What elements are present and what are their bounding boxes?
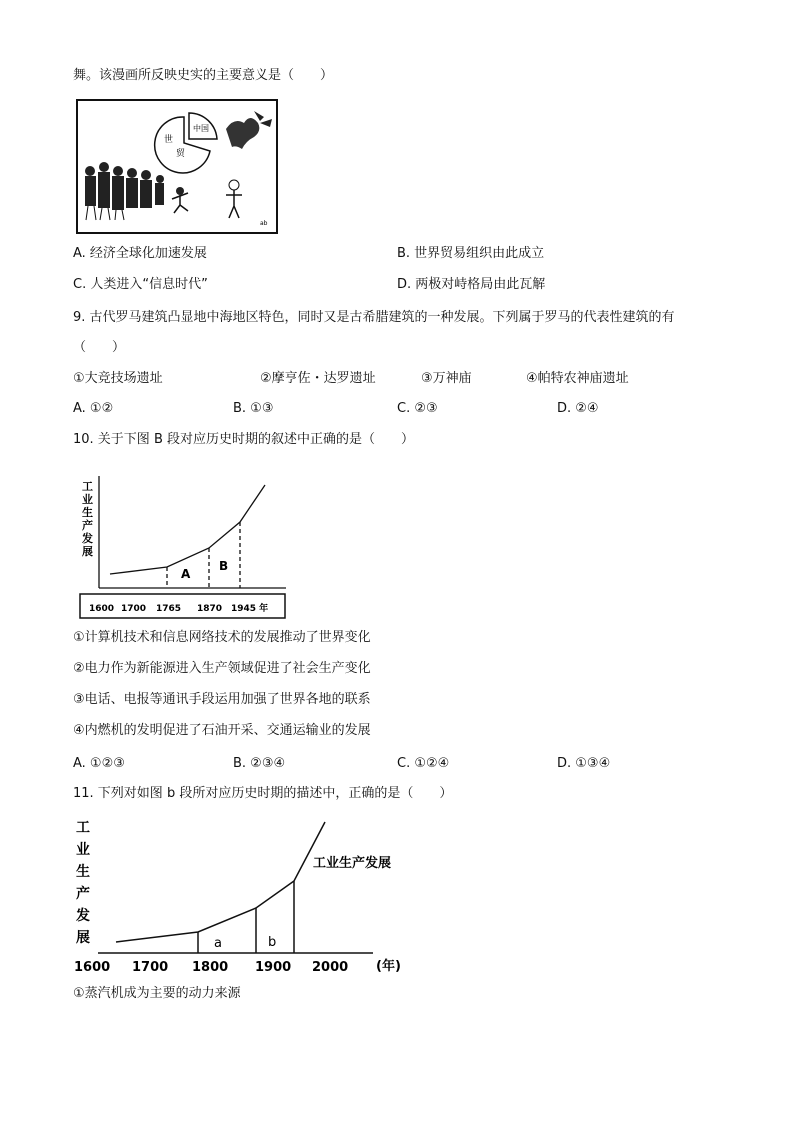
q8-option-d[interactable]: D. 两极对峙格局由此瓦解 bbox=[397, 277, 546, 292]
q10-ylabel-char: 产 bbox=[82, 519, 93, 532]
q11-segment-b: b bbox=[268, 935, 277, 950]
q10-option-c[interactable]: C. ①②④ bbox=[397, 756, 450, 771]
q11-segment-a: a bbox=[214, 936, 222, 951]
q11-item-1: ①蒸汽机成为主要的动力来源 bbox=[73, 986, 241, 1001]
q10-tick: 1945 年 bbox=[231, 604, 269, 614]
q11-tick: 1700 bbox=[132, 960, 169, 975]
q10-ylabel-char: 工 bbox=[82, 480, 93, 493]
q11-tick: 1600 bbox=[74, 960, 111, 975]
q10-segment-b: B bbox=[219, 559, 229, 573]
q11-x-unit: (年) bbox=[376, 959, 401, 974]
q10-ylabel-char: 展 bbox=[82, 545, 93, 558]
q9-option-b[interactable]: B. ①③ bbox=[233, 401, 274, 416]
q11-ylabel-char: 发 bbox=[76, 908, 90, 924]
q11-curve-label: 工业生产发展 bbox=[313, 856, 392, 871]
q11-chart bbox=[72, 815, 412, 981]
q8-cartoon bbox=[76, 99, 278, 238]
pie-label-1: 世 bbox=[164, 135, 174, 145]
q9-paren: （ ） bbox=[73, 340, 126, 355]
q10-chart bbox=[76, 476, 291, 626]
q10-item-2: ②电力作为新能源进入生产领域促进了社会生产变化 bbox=[73, 661, 371, 676]
q10-ylabel-char: 发 bbox=[82, 532, 93, 545]
q9-option-a[interactable]: A. ①② bbox=[73, 401, 114, 416]
q11-ylabel-char: 展 bbox=[76, 930, 90, 946]
q9-item-4: ④帕特农神庙遗址 bbox=[526, 371, 629, 386]
q9-item-1: ①大竞技场遗址 bbox=[73, 371, 163, 386]
q10-item-3: ③电话、电报等通讯手段运用加强了世界各地的联系 bbox=[73, 692, 371, 707]
q11-tick: 1900 bbox=[255, 960, 292, 975]
pie-label-2: 贸 bbox=[176, 149, 186, 159]
q10-option-b[interactable]: B. ②③④ bbox=[233, 756, 286, 771]
q8-stem-tail: 舞。该漫画所反映史实的主要意义是（ ） bbox=[73, 68, 334, 83]
q11-ylabel-char: 工 bbox=[76, 820, 90, 836]
q9-stem: 9. 古代罗马建筑凸显地中海地区特色，同时又是古希腊建筑的一种发展。下列属于罗马的代表性建筑的有 bbox=[73, 310, 675, 325]
q10-tick: 1600 bbox=[89, 604, 115, 614]
q11-ylabel-char: 业 bbox=[76, 842, 90, 858]
q10-segment-a: A bbox=[181, 567, 191, 581]
q11-stem: 11. 下列对如图 b 段所对应历史时期的描述中，正确的是（ ） bbox=[73, 786, 453, 801]
q10-ylabel-char: 业 bbox=[82, 493, 93, 506]
q9-option-c[interactable]: C. ②③ bbox=[397, 401, 438, 416]
q9-item-3: ③万神庙 bbox=[421, 371, 472, 386]
q11-ylabel-char: 生 bbox=[76, 864, 90, 880]
q10-item-4: ④内燃机的发明促进了石油开采、交通运输业的发展 bbox=[73, 723, 371, 738]
flag-label: 中国 bbox=[193, 124, 209, 133]
q9-option-d[interactable]: D. ②④ bbox=[557, 401, 599, 416]
q10-option-a[interactable]: A. ①②③ bbox=[73, 756, 125, 771]
q11-ylabel-char: 产 bbox=[76, 886, 90, 902]
q8-option-b[interactable]: B. 世界贸易组织由此成立 bbox=[397, 246, 545, 261]
q10-option-d[interactable]: D. ①③④ bbox=[557, 756, 611, 771]
q10-ylabel-char: 生 bbox=[82, 506, 93, 519]
q10-y-label bbox=[81, 480, 93, 558]
q10-stem: 10. 关于下图 B 段对应历史时期的叙述中正确的是（ ） bbox=[73, 432, 414, 447]
q8-option-a[interactable]: A. 经济全球化加速发展 bbox=[73, 246, 207, 261]
q10-tick: 1700 bbox=[121, 604, 147, 614]
q11-tick: 1800 bbox=[192, 960, 229, 975]
q10-item-1: ①计算机技术和信息网络技术的发展推动了世界变化 bbox=[73, 630, 371, 645]
svg-text:ab: ab bbox=[260, 220, 268, 227]
q10-tick: 1765 bbox=[156, 604, 182, 614]
q9-item-2: ②摩亨佐・达罗遗址 bbox=[260, 371, 376, 386]
q10-curve bbox=[110, 485, 265, 574]
q10-tick: 1870 bbox=[197, 604, 223, 614]
q8-option-c[interactable]: C. 人类进入“信息时代” bbox=[73, 277, 208, 292]
q11-tick: 2000 bbox=[312, 960, 349, 975]
